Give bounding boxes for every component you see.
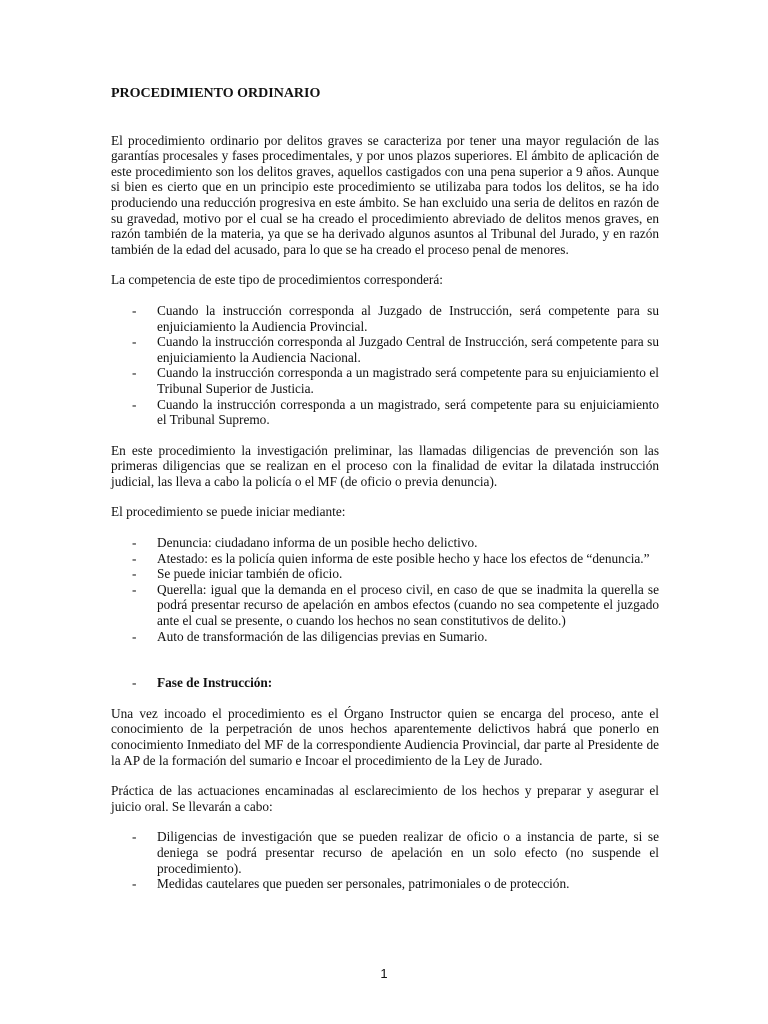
intro-paragraph: El procedimiento ordinario por delitos graves se caracteriza por tener una mayor regulación de las garantías procesales y fases procedimentales, y por unos plazos superiores. El ámbito de aplicación de este procedimiento son los delitos graves, aquellos castigados con una pena superior a 9 años. Aunque si bien es cierto que en un principio este procedimiento se utilizaba para todos los delitos, se ha ido produciendo una reducción progresiva en este ámbito. Se han excluido una seria de delitos en razón de su gravedad, motivo por el cual se ha creado el procedimiento abreviado de delitos menos graves, en razón también de la materia, ya que se ha derivado algunos asuntos al Tribunal del Jurado, y en razón también de la edad del acusado, para lo que se ha creado el proceso penal de menores. — [111, 132, 659, 257]
list-item-text: Cuando la instrucción corresponda al Juzgado de Instrucción, será competente para su enjuiciamiento la Audiencia Provincial. — [157, 302, 659, 334]
dash-bullet: - — [132, 566, 137, 582]
dash-bullet: - — [132, 396, 137, 412]
list-item-text: Denuncia: ciudadano informa de un posible hecho delictivo. — [157, 535, 478, 551]
dash-bullet: - — [132, 550, 137, 566]
list-item-text: Atestado: es la policía quien informa de este posible hecho y hace los efectos de “denuncia.” — [157, 550, 650, 566]
dash-bullet: - — [132, 535, 137, 551]
list-item — [111, 629, 659, 645]
dash-bullet: - — [132, 829, 137, 845]
list-item — [111, 551, 659, 567]
list-item-text: Querella: igual que la demanda en el proceso civil, en caso de que se inadmita la querella se podrá presentar recurso de apelación en ambos efectos (cuando no sea competente el juzgado ante el cual se presente, o cuando los hechos no sean constitutivos de delito.) — [157, 581, 659, 629]
dash-bullet: - — [132, 628, 137, 644]
list-item-text: Se puede iniciar también de oficio. — [157, 566, 343, 582]
fase-instruccion-heading — [111, 675, 659, 691]
dash-bullet: - — [132, 876, 137, 892]
competencia-list — [111, 303, 659, 428]
practica-paragraph: Práctica de las actuaciones encaminadas al esclarecimiento de los hechos y preparar y asegurar el juicio oral. Se llevarán a cabo: — [111, 783, 659, 814]
list-item — [111, 397, 659, 428]
competencia-paragraph: La competencia de este tipo de procedimientos corresponderá: — [111, 272, 443, 288]
list-item — [111, 303, 659, 334]
list-item-text: Diligencias de investigación que se pueden realizar de oficio o a instancia de parte, si se deniega se podrá presentar recurso de apelación en un solo efecto (no suspende el procedimiento). — [157, 829, 659, 876]
list-item-text: Auto de transformación de las diligencias previas en Sumario. — [157, 628, 488, 644]
list-item-text: Cuando la instrucción corresponda a un magistrado, será competente para su enjuiciamiento el Tribunal Supremo. — [157, 396, 659, 428]
list-item-text: Medidas cautelares que pueden ser personales, patrimoniales o de protección. — [157, 876, 570, 892]
instruccion-list — [111, 829, 659, 891]
dash-bullet: - — [132, 334, 137, 350]
iniciar-paragraph: El procedimiento se puede iniciar mediante: — [111, 504, 346, 520]
fase-heading-text: Fase de Instrucción: — [157, 675, 273, 691]
inicio-list — [111, 535, 659, 644]
list-item — [111, 829, 659, 876]
dash-bullet: - — [132, 675, 137, 691]
dash-bullet: - — [132, 302, 137, 318]
document-title: PROCEDIMIENTO ORDINARIO — [111, 86, 321, 101]
list-item-text: Cuando la instrucción corresponda a un magistrado será competente para su enjuiciamiento el Tribunal Superior de Justicia. — [157, 365, 659, 396]
investigacion-paragraph: En este procedimiento la investigación preliminar, las llamadas diligencias de prevención son las primeras diligencias que se realizan en el proceso con la finalidad de evitar la dilatada instrucción judicial, las lleva a cabo la policía o el MF (de oficio o previa denuncia). — [111, 442, 659, 489]
list-item — [111, 876, 659, 892]
list-item — [111, 535, 659, 551]
document-page — [111, 86, 659, 892]
dash-bullet: - — [132, 581, 137, 597]
dash-bullet: - — [132, 365, 137, 381]
page-number: 1 — [380, 966, 388, 981]
list-item — [111, 365, 659, 396]
list-item — [111, 566, 659, 582]
list-item-text: Cuando la instrucción corresponda al Juzgado Central de Instrucción, será competente para su enjuiciamiento la Audiencia Nacional. — [157, 334, 659, 365]
list-item — [111, 582, 659, 629]
incoado-paragraph: Una vez incoado el procedimiento es el Órgano Instructor quien se encarga del proceso, ante el conocimiento de la perpetración de unos hechos aparentemente delictivos habrá que ponerlo en conocimiento Inmediato del MF de la correspondiente Audiencia Provincial, dar parte al Presidente de la AP de la formación del sumario e Incoar el procedimiento de la Ley de Jurado. — [111, 705, 659, 768]
list-item — [111, 334, 659, 365]
